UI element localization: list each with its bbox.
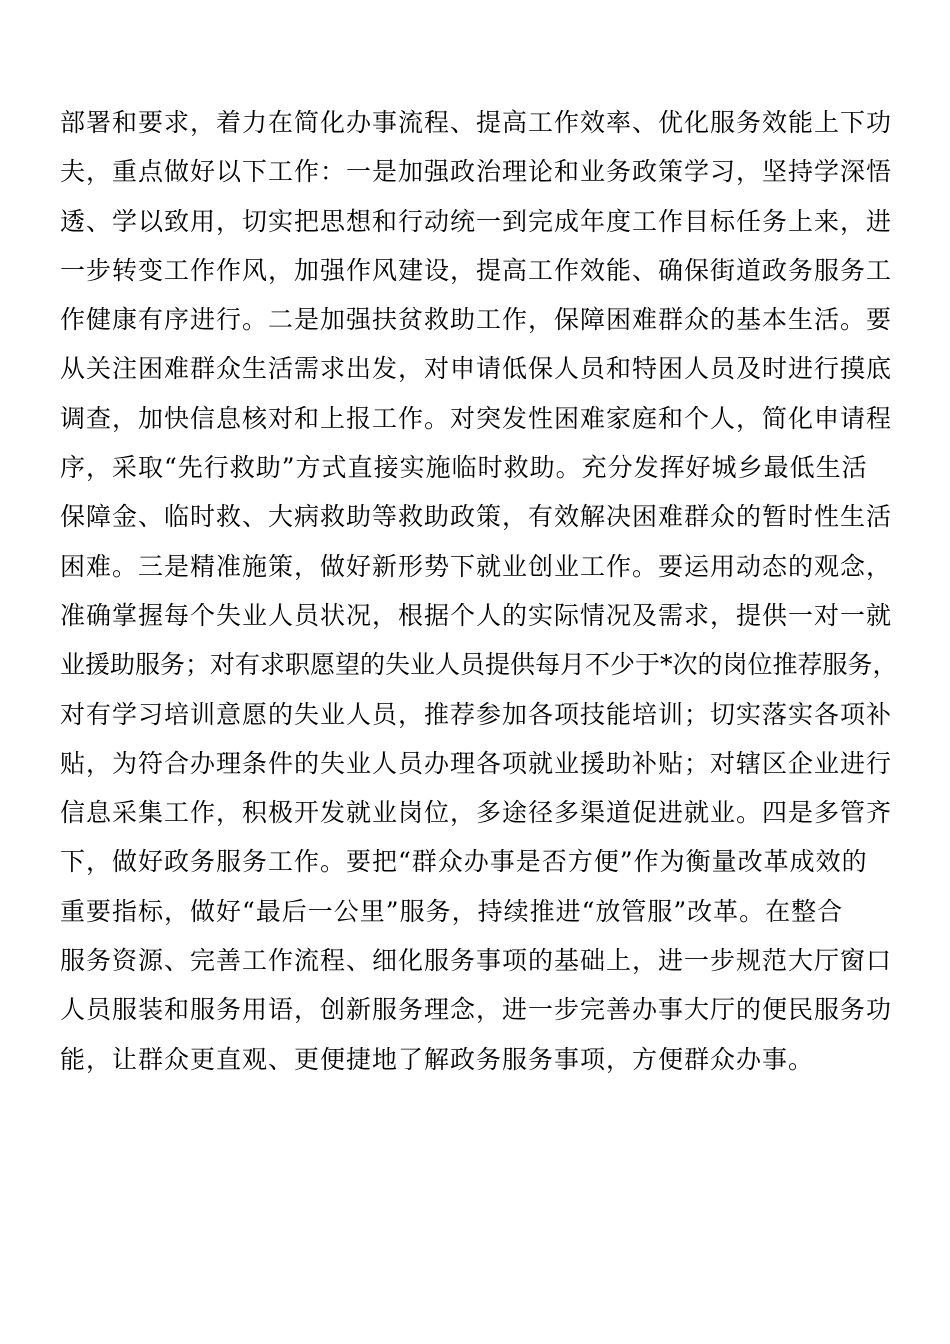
text-line-13: 对有学习培训意愿的失业人员，推荐参加各项技能培训；切实落实各项补 xyxy=(60,699,893,729)
text-line-9: 保障金、临时救、大病救助等救助政策，有效解决困难群众的暂时性生活 xyxy=(60,502,893,532)
text-line-16: 下，做好政务服务工作。要把“群众办事是否方便”作为衡量改革成效的 xyxy=(60,847,868,877)
text-line-5: 作健康有序进行。二是加强扶贫救助工作，保障困难群众的基本生活。要 xyxy=(60,305,893,335)
text-line-3: 透、学以致用，切实把思想和行动统一到完成年度工作目标任务上来，进 xyxy=(60,206,893,236)
text-line-8: 序，采取“先行救助”方式直接实施临时救助。充分发挥好城乡最低生活 xyxy=(60,453,868,483)
text-line-6: 从关注困难群众生活需求出发，对申请低保人员和特困人员及时进行摸底 xyxy=(60,354,893,384)
text-line-17: 重要指标，做好“最后一公里”服务，持续推进“放管服”改革。在整合 xyxy=(60,896,844,926)
text-line-7: 调查，加快信息核对和上报工作。对突发性困难家庭和个人，简化申请程 xyxy=(60,403,893,433)
text-line-12: 业援助服务；对有求职愿望的失业人员提供每月不少于*次的岗位推荐服务， xyxy=(60,650,898,680)
text-line-1: 部署和要求，着力在简化办事流程、提高工作效率、优化服务效能上下功 xyxy=(60,108,893,137)
text-line-19: 人员服装和服务用语，创新服务理念，进一步完善办事大厅的便民服务功 xyxy=(60,995,893,1025)
text-line-11: 准确掌握每个失业人员状况，根据个人的实际情况及需求，提供一对一就 xyxy=(60,600,893,630)
text-line-15: 信息采集工作，积极开发就业岗位，多途径多渠道促进就业。四是多管齐 xyxy=(60,798,893,828)
text-line-4: 一步转变工作作风，加强作风建设，提高工作效能、确保街道政务服务工 xyxy=(60,255,893,285)
text-line-14: 贴，为符合办理条件的失业人员办理各项就业援助补贴；对辖区企业进行 xyxy=(60,748,893,778)
text-line-18: 服务资源、完善工作流程、细化服务事项的基础上，进一步规范大厅窗口 xyxy=(60,946,893,976)
text-line-2: 夫，重点做好以下工作：一是加强政治理论和业务政策学习，坚持学深悟 xyxy=(60,157,893,187)
text-line-10: 困难。三是精准施策，做好新形势下就业创业工作。要运用动态的观念， xyxy=(60,551,893,581)
body-paragraph xyxy=(60,98,920,1084)
text-line-20: 能，让群众更直观、更便捷地了解政务服务事项，方便群众办事。 xyxy=(60,1044,815,1074)
